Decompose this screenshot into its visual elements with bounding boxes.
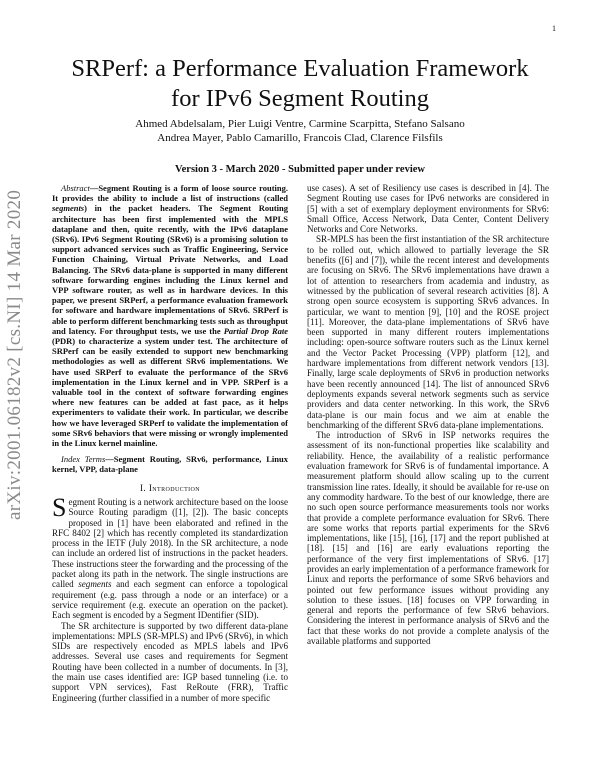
version-note: Version 3 - March 2020 - Submitted paper under review	[175, 164, 425, 175]
abstract-segments-term: segments	[52, 203, 85, 214]
intro-paragraph-1	[52, 492, 288, 621]
intro-p1-end: and each segment can enforce a topological requirement (e.g. pass through a node or an interface) or a service requirement (e.g. execute an operation on the packet). Each segment is encoded by a Segment IDentifier (SID).	[52, 579, 288, 621]
section-heading-introduction: I. Introduction	[139, 482, 201, 493]
abstract-pdr-term: Partial Drop Rate	[223, 325, 288, 336]
abstract-label: Abstract	[61, 183, 90, 193]
intro-p1-text: egment Routing is a network architecture based on the loose Source Routing paradigm ([1], [2]). The basic concepts proposed in [1] have been elaborated and refined in the RFC 8402 [2] which has recently completed its standardization process in the IETF (July 2018). In the SR architecture, a node can include an ordered list of instructions in the packet headers. These instructions steer the forwarding and the processing of the packet along its path in the network. The single instructions are called	[52, 496, 288, 590]
abstract-text-b: ) in the packet headers. The Segment Routing architecture has been first implemented with the MPLS dataplane and then, quite recently, with the IPv6 dataplane (SRv6). IPv6 Segment Routing (SRv6) is a promising solution to support advanced services such as Traffic Engineering, Service Function Chaining, Virtual Private Networks, and Load Balancing. The SRv6 data-plane is supported in many different software forwarding engines including the Linux kernel and VPP software router, as well as in hardware devices. In this paper, we present SRPerf, a performance evaluation framework for software and hardware implementations of SRv6. SRPerf is able to perform different benchmarking tests such as throughput and latency. For throughput tests, we use the	[52, 203, 288, 336]
author-list	[50, 118, 550, 145]
intro-paragraph-2-continued: use cases). A set of Resiliency use cases is described in [4]. The Segment Routing use cases for IPv6 networks are considered in [5] with a set of exemplary deployment environments for SRv6: Small Office, Access Network, Data Center, Content Delivery Networks and Core Networks.	[307, 183, 549, 235]
index-terms-label: Index Terms	[61, 454, 106, 465]
paper-title	[50, 54, 550, 114]
title-line-2: for IPv6 Segment Routing	[171, 85, 429, 112]
arxiv-identifier-stamp: arXiv:2001.06182v2 [cs.NI] 14 Mar 2020	[4, 189, 25, 520]
drop-cap: S	[52, 492, 67, 522]
abstract-text-c: (PDR) to characterize a system under test. The architecture of SRPerf can be easily extended to support new benchmarking methodologies as well as different SRv6 implementations. We have used SRPerf to evaluate the performance of the SRv6 implementation in the Linux kernel and in VPP. SRPerf is a valuable tool in the context of software forwarding engines where new features can be added at fast pace, as it helps experimenters to validate their work. In particular, we describe how we have leveraged SRPerf to validate the implementation of some SRv6 behaviors that were missing or wrongly implemented in the Linux kernel mainline.	[52, 336, 288, 449]
abstract-text-a: —Segment Routing is a form of loose source routing. It provides the ability to include a list of instructions (called	[52, 183, 288, 204]
intro-paragraph-2: The SR architecture is supported by two different data-plane implementations: MPLS (SR-MPLS) and IPv6 (SRv6), in which SIDs are respectively encoded as MPLS labels and IPv6 addresses. Several use cases and requirements for Segment Routing have been collected in a number of documents. In [3], the main use cases identified are: IGP based tunneling (i.e. to support VPN services), Fast ReRoute (FRR), Traffic Engineering (further classified in a number of more specific	[52, 620, 288, 703]
page-number: 1	[552, 24, 556, 33]
intro-segments-term: segments	[78, 579, 112, 590]
right-column	[307, 183, 549, 646]
intro-paragraph-4: The introduction of SRv6 in ISP networks requires the assessment of its non-functional properties like scalability and reliability. Hence, the availability of a realistic performance evaluation framework for SRv6 is of fundamental importance. A measurement platform should allow scaling up to the current transmission line rates. Ideally, it should be available for re-use on any commodity hardware. To the best of our knowledge, there are no such open source performance measurements tools nor works that provide a complete performance evaluation for SRv6. There are some works that reports partial experiments for the SRv6 implementations, like [15], [16], [17] and the report published at [18]. [15] and [16] are early evaluations reporting the performance of the very first implementations of SRv6. [17] provides an early implementation of a performance framework for Linux and reports the performance of some SRv6 behaviors and pointed out few performance issues without providing any solution to these issues. [18] focuses on VPP forwarding in general and reports the performance of few SRv6 behaviors. Considering the interest in performance analysis of SRv6 and the fact that these works do not provide a complete analysis of the available platforms and supported	[307, 430, 549, 647]
abstract	[52, 183, 288, 448]
index-terms	[52, 454, 288, 474]
intro-paragraph-3: SR-MPLS has been the first instantiation of the SR architecture to be rolled out, which allowed to partially leverage the SR benefits ([6] and [7]), while the recent interest and developments are focusing on SRv6. The SRv6 implementations have drawn a lot of attention to researchers from academia and industry, as witnessed by the publication of several research activities [8]. A strong open source ecosystem is supporting SRv6 advances. In particular, we want to mention [9], [10] and the ROSE project [11]. Moreover, the data-plane implementations of SRv6 have been supported in many different routers implementations including: open-source software routers such as the Linux kernel and the Vector Packet Processing (VPP) platform [12], and hardware implementations from different network vendors [13]. Finally, large scale deployments of SRv6 in production networks have been recently announced [14]. The list of announced SRv6 deployments expands several network segments such as service providers and data center networking. In this work, the SRv6 data-plane is our main focus and we aim at enable the benchmarking of the different SRv6 data-plane implementations.	[307, 234, 549, 430]
authors-line-2: Andrea Mayer, Pablo Camarillo, Francois Clad, Clarence Filsfils	[157, 131, 443, 144]
title-line-1: SRPerf: a Performance Evaluation Framework	[71, 55, 529, 82]
authors-line-1: Ahmed Abdelsalam, Pier Luigi Ventre, Carmine Scarpitta, Stefano Salsano	[135, 118, 465, 130]
index-terms-text: —Segment Routing, SRv6, performance, Linux kernel, VPP, data-plane	[52, 454, 288, 475]
left-column	[52, 183, 288, 703]
